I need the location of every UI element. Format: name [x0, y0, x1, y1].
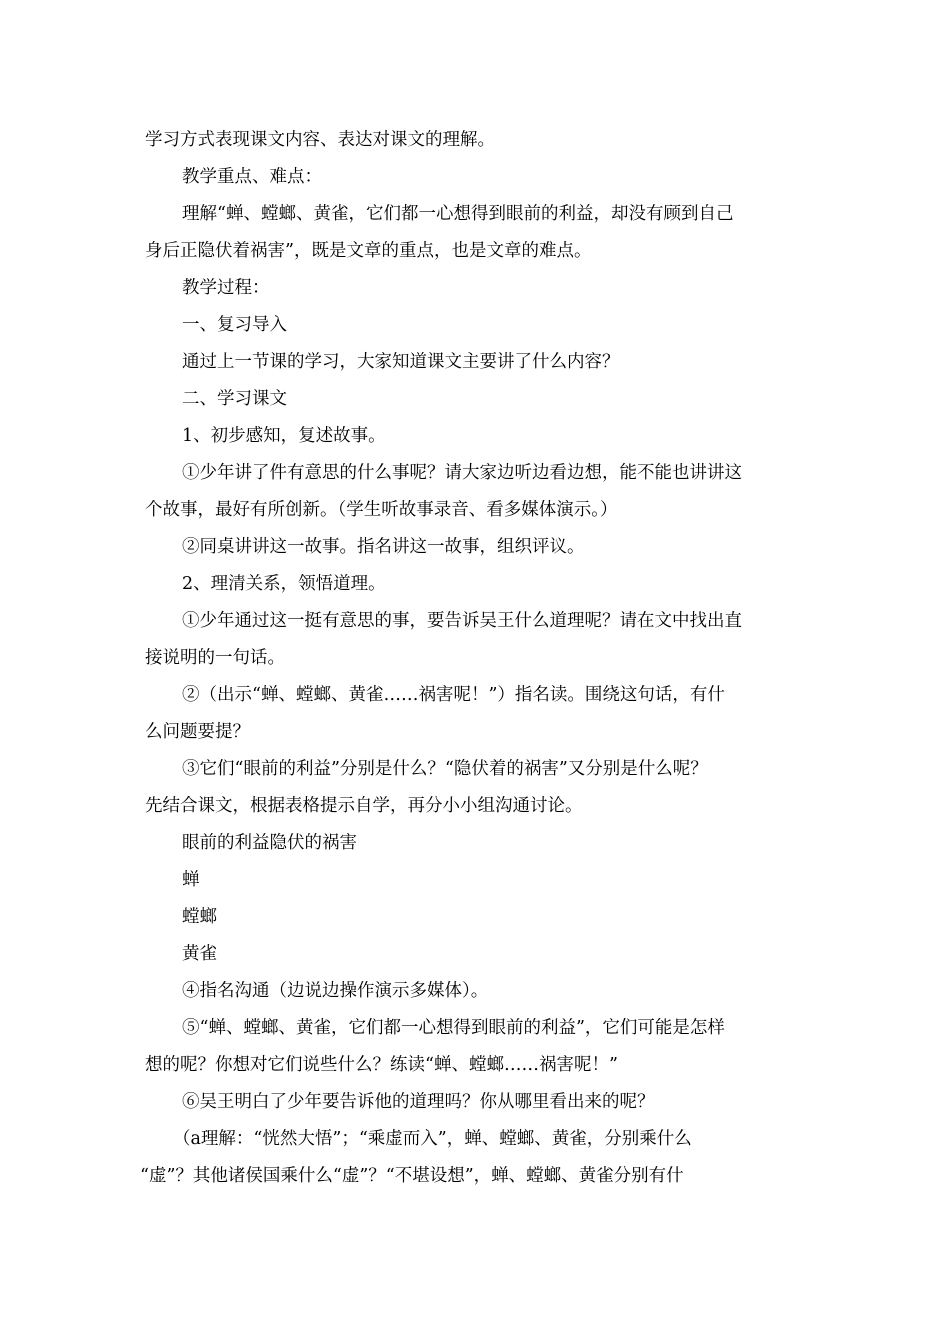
sub-heading: 2、理清关系，领悟道理。 [182, 574, 386, 594]
text-line: ②同桌讲讲这一故事。指名讲这一故事，组织评议。 [182, 537, 585, 557]
text-line: 学习方式表现课文内容、表达对课文的理解。 [145, 130, 495, 150]
section-heading: 教学过程： [182, 278, 270, 298]
text-line: 想的呢？你想对它们说些什么？练读“蝉、螳螂……祸害呢！” [145, 1055, 618, 1075]
text-line: 理解“蝉、螳螂、黄雀，它们都一心想得到眼前的利益，却没有顾到自己 [182, 204, 734, 224]
table-row-label: 螳螂 [182, 907, 217, 927]
table-header-text: 眼前的利益隐伏的祸害 [182, 833, 357, 853]
text-line: ④指名沟通（边说边操作演示多媒体）。 [182, 981, 489, 1001]
text-line: ②（出示“蝉、螳螂、黄雀……祸害呢！”）指名读。围绕这句话，有什 [182, 685, 725, 705]
text-line: ①少年讲了件有意思的什么事呢？请大家边听边看边想，能不能也讲讲这 [182, 463, 742, 483]
text-line: 么问题要提？ [145, 722, 250, 742]
text-line: 个故事，最好有所创新。（学生听故事录音、看多媒体演示。） [145, 500, 618, 520]
text-line: ⑥吴王明白了少年要告诉他的道理吗？你从哪里看出来的呢？ [182, 1092, 655, 1112]
text-line: （a理解：“恍然大悟”；“乘虚而入”，蝉、螳螂、黄雀，分别乘什么 [173, 1129, 692, 1149]
section-heading: 一、复习导入 [182, 315, 287, 335]
text-line: “虚”？其他诸侯国乘什么“虚”？“不堪设想”，蝉、螳螂、黄雀分别有什 [140, 1166, 684, 1186]
text-line: 通过上一节课的学习，大家知道课文主要讲了什么内容？ [182, 352, 620, 372]
sub-heading: 1、初步感知，复述故事。 [182, 426, 386, 446]
section-heading: 教学重点、难点： [182, 167, 322, 187]
table-row-label: 蝉 [182, 870, 200, 890]
text-line: 先结合课文，根据表格提示自学，再分小小组沟通讨论。 [145, 796, 583, 816]
text-line: ⑤“蝉、螳螂、黄雀，它们都一心想得到眼前的利益”，它们可能是怎样 [182, 1018, 725, 1038]
section-heading: 二、学习课文 [182, 389, 287, 409]
text-line: ①少年通过这一挺有意思的事，要告诉吴王什么道理呢？请在文中找出直 [182, 611, 742, 631]
table-row-label: 黄雀 [182, 944, 217, 964]
text-line: 身后正隐伏着祸害”，既是文章的重点，也是文章的难点。 [145, 241, 592, 261]
text-line: ③它们“眼前的利益”分别是什么？“隐伏着的祸害”又分别是什么呢？ [182, 759, 708, 779]
text-line: 接说明的一句话。 [145, 648, 285, 668]
